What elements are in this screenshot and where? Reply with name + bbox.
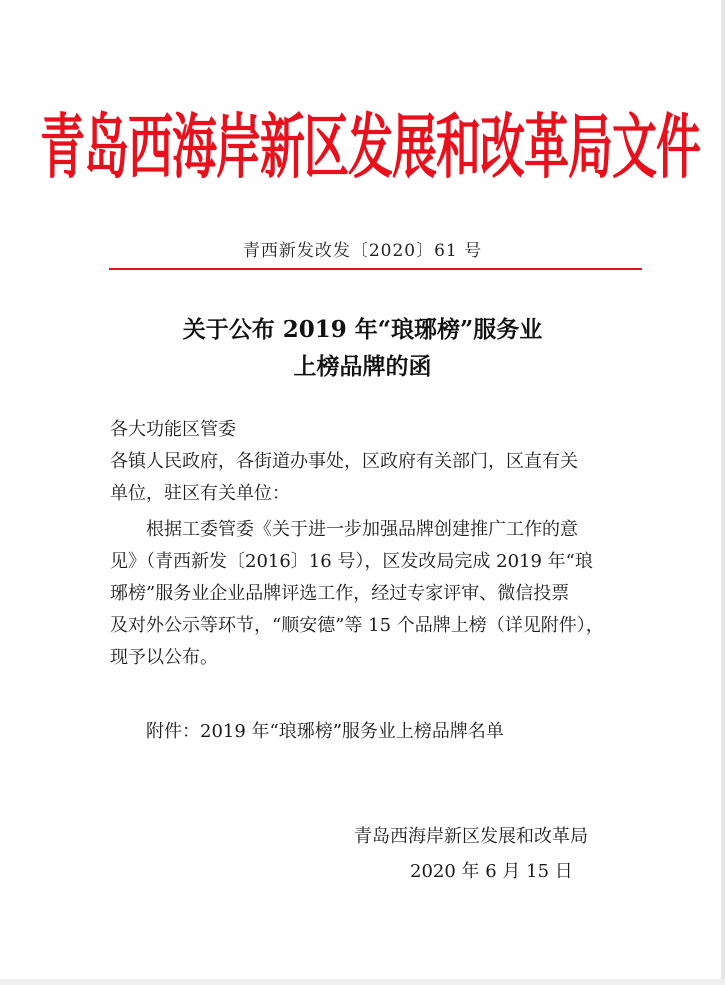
addressee-line-3: 单位，驻区有关单位：	[110, 483, 290, 504]
addressee-line-1: 各大功能区管委	[110, 419, 236, 440]
addressee-line-2: 各镇人民政府，各街道办事处，区政府有关部门，区直有关	[110, 451, 578, 472]
attachment-note: 附件：2019 年“琅琊榜”服务业上榜品牌名单	[146, 721, 504, 742]
document-header-title: 青岛西海岸新区发展和改革局文件	[40, 105, 701, 188]
body-paragraph	[110, 514, 650, 674]
body-line: 现予以公布。	[110, 647, 218, 668]
page-edge-right	[721, 0, 725, 985]
body-line: 根据工委管委《关于进一步加强品牌创建推广工作的意	[146, 519, 578, 540]
letter-title-line-1: 关于公布 2019 年“琅琊榜”服务业	[182, 316, 543, 343]
body-line: 琊榜”服务业企业品牌评选工作，经过专家评审、微信投票	[110, 583, 570, 604]
issuer-signature: 青岛西海岸新区发展和改革局	[354, 826, 588, 847]
issue-date: 2020 年 6 月 15 日	[410, 861, 573, 882]
letter-title-line-2: 上榜品牌的函	[293, 353, 432, 380]
body-line: 见》（青西新发〔2016〕16 号），区发改局完成 2019 年“琅	[110, 551, 593, 572]
body-line: 及对外公示等环节，“顺安德”等 15 个品牌上榜（详见附件），	[110, 615, 604, 636]
document-number: 青西新发改发〔2020〕61 号	[242, 241, 483, 261]
page-edge-bottom	[0, 979, 725, 985]
red-divider-line	[109, 268, 642, 270]
